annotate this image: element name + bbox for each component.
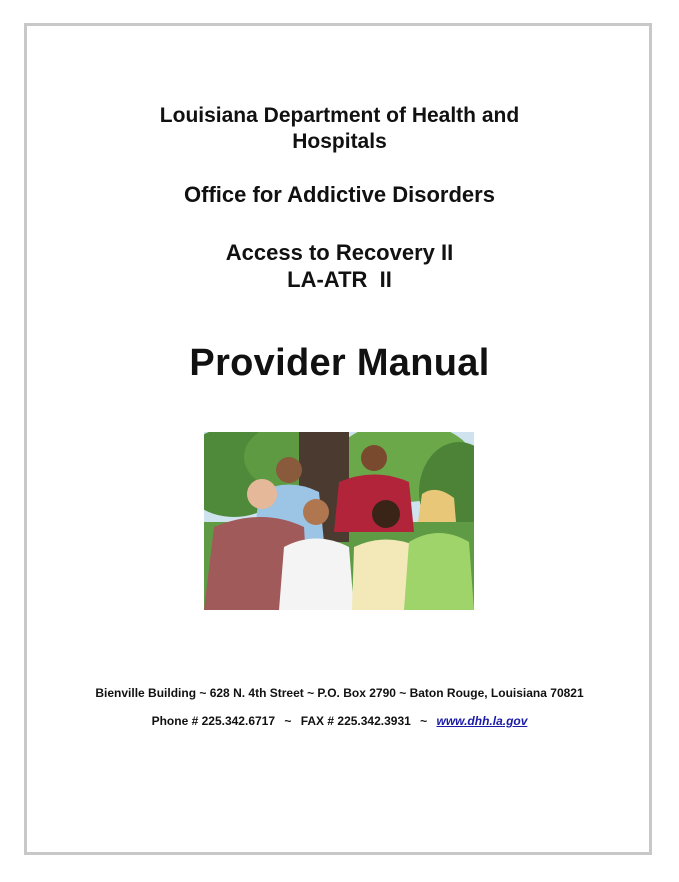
website-link[interactable]: www.dhh.la.gov — [436, 714, 528, 728]
document-title: Provider Manual — [189, 342, 490, 384]
program-line-1: Access to Recovery II — [225, 240, 454, 265]
group-photo-illustration — [204, 432, 474, 610]
program-heading — [0, 239, 679, 293]
department-line-1: Louisiana Department of Health and — [159, 104, 520, 127]
department-heading — [0, 103, 679, 155]
contact-separator-2: ~ — [420, 714, 428, 728]
contact-line — [0, 713, 679, 729]
department-line-2: Hospitals — [292, 130, 387, 153]
contact-separator-1: ~ — [284, 714, 292, 728]
program-line-2: LA-ATR II — [287, 267, 392, 292]
office-heading: Office for Addictive Disorders — [184, 182, 495, 207]
group-photo — [204, 432, 474, 610]
fax-number: FAX # 225.342.3931 — [300, 714, 411, 728]
phone-number: Phone # 225.342.6717 — [151, 714, 276, 728]
mailing-address: Bienville Building ~ 628 N. 4th Street ~ P.O. Box 2790 ~ Baton Rouge, Louisiana 70821 — [95, 686, 584, 700]
